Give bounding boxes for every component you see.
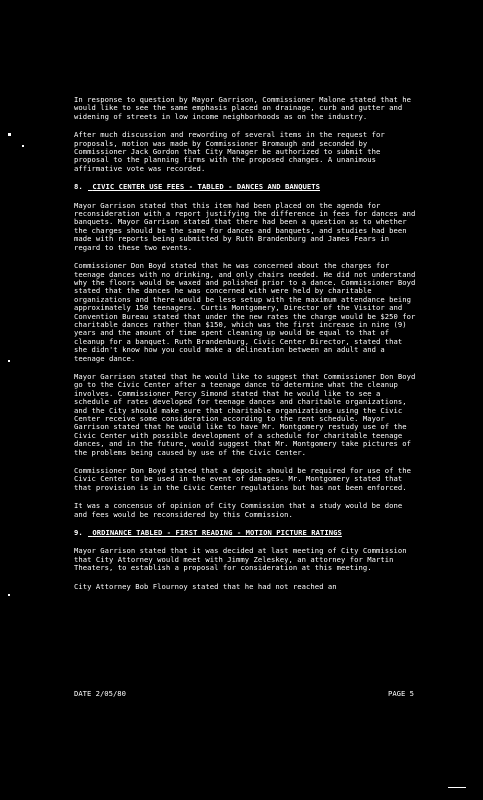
- scan-speck: [8, 360, 10, 362]
- scan-edge-line: [448, 787, 466, 788]
- paragraph: Commissioner Don Boyd stated that he was concerned about the charges for teenage dances with no drinking, and only chairs needed. He did not understand why the floors would be waxed and polished prior to a dance. Commissioner Boyd stated that the dances he was concerned with were held by charitable organizations and there would be less setup with the maximum attendance being approximately 150 teenagers. Curtis Montgomery, Director of the Visitor and Convention Bureau stated that under the new rates the charge would be $250 for charitable dances rather than $150, which was the first increase in nine (9) years and the amount of time spent cleaning up would be equal to that of cleanup for a banquet. Ruth Brandenburg, Civic Center Director, stated that she didn't know how you could make a delineation between an adult and a teenage dance.: [74, 261, 416, 363]
- paragraph: After much discussion and rewording of several items in the request for proposals, motion was made by Commissioner Bromaugh and seconded by Commissioner Jack Gordon that City Manager be authorized to submit the proposal to the planning firms with the proposed changes. A unanimous affirmative vote was recorded.: [74, 130, 385, 173]
- section-title: CIVIC CENTER USE FEES - TABLED - DANCES AND BANQUETS: [92, 182, 321, 192]
- scan-speck: [8, 133, 11, 136]
- scan-speck: [8, 594, 10, 596]
- scan-speck: [22, 145, 24, 147]
- section-heading-motion-picture-ratings: [74, 529, 416, 537]
- paragraph: City Attorney Bob Flournoy stated that he had not reached an: [74, 581, 337, 591]
- paragraph: Mayor Garrison stated that he would like to suggest that Commissioner Don Boyd go to the Civic Center after a teenage dance to determine what the cleanup involves. Commissioner Percy Simond stated that he would like to see a schedule of rates developed for teenage dances and charitable organizations, and the City should make sure that charitable organizations using the Civic Center receive some consideration according to the rent schedule. Mayor Garrison stated that he would like to have Mr. Montgomery restudy use of the Civic Center with possible development of a schedule for charitable teenage dances, and in the future, would suggest that Mr. Montgomery take pictures of the problems being caused by use of the Civic Center.: [74, 371, 416, 457]
- section-title: ORDINANCE TABLED - FIRST READING - MOTION PICTURE RATINGS: [92, 528, 342, 538]
- paragraph: It was a concensus of opinion of City Commission that a study would be done and fees would be reconsidered by this Commission.: [74, 501, 403, 519]
- paragraph: In response to question by Mayor Garrison, Commissioner Malone stated that he would like to see the same emphasis placed on drainage, curb and gutter and widening of streets in low income neighborhoods as on the industry.: [74, 95, 412, 121]
- document-page: [74, 96, 416, 601]
- section-number: 9.: [74, 528, 83, 538]
- section-number: 8.: [74, 182, 83, 192]
- paragraph: Commissioner Don Boyd stated that a deposit should be required for use of the Civic Center to be used in the event of damages. Mr. Montgomery stated that that provision is in the Civic Center regulations but has not been enforced.: [74, 466, 412, 492]
- paragraph: Mayor Garrison stated that this item had been placed on the agenda for reconsideration with a report justifying the difference in fees for dances and banquets. Mayor Garrison stated that there had been a question as to whether the charges should be the same for dances and banquets, and studies had been made with reports being submitted by Ruth Brandenburg and James Fears in regard to these two events.: [74, 200, 416, 252]
- paragraph: Mayor Garrison stated that it was decided at last meeting of City Commission that City Attorney would meet with Jimmy Zeleskey, an attorney for Martin Theaters, to establish a proposal for consideration at this meeting.: [74, 546, 407, 573]
- footer-date: DATE 2/05/80: [74, 689, 126, 698]
- page-number: PAGE 5: [388, 689, 414, 698]
- section-heading-civic-center-fees: [74, 183, 416, 191]
